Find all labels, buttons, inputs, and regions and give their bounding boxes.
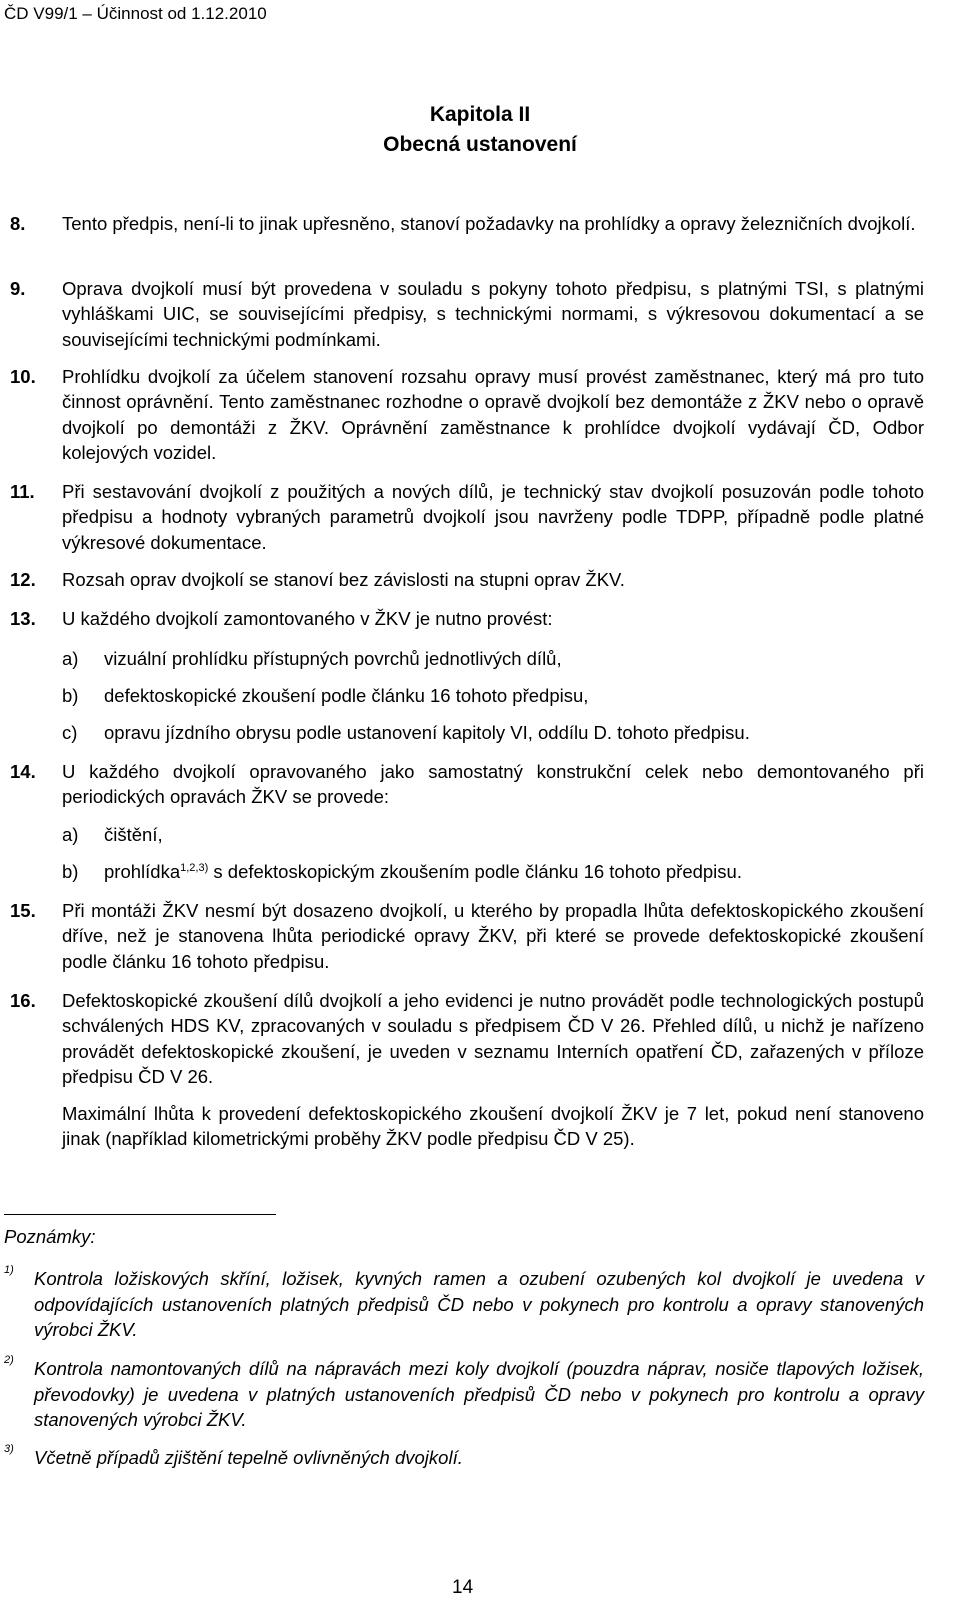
paragraph-16: Defektoskopické zkoušení dílů dvojkolí a jeho evidenci je nutno provádět podle technologických postupů schválených HDS KV, zpracovaných v souladu s předpisem ČD V 26. Přehled dílů, u nichž je nařízeno provádět defektoskopické zkoušení, je uveden v seznamu Interních opatření ČD, zařazených v příloze předpisu ČD V 26.: [62, 990, 924, 1087]
paragraph-14: U každého dvojkolí opravovaného jako samostatný konstrukční celek nebo demontovaného při periodických opravách ŽKV se provede:: [62, 761, 924, 808]
list-item: [104, 859, 742, 884]
list-item: vizuální prohlídku přístupných povrchů jednotlivých dílů,: [104, 648, 562, 669]
paragraph-number: 9.: [10, 278, 26, 299]
paragraph-10: Prohlídku dvojkolí za účelem stanovení rozsahu opravy musí provést zaměstnanec, který má pro tuto činnost oprávnění. Tento zaměstnanec rozhodne o opravě dvojkolí bez demontáže z ŽKV nebo o opravě dvojkolí po demontáži z ŽKV. Oprávnění zaměstnance k prohlídce dvojkolí vydávají ČD, Odbor kolejových vozidel.: [62, 366, 924, 463]
list-item-letter: a): [62, 824, 79, 845]
footnote-reference: 1,2,3): [180, 861, 209, 874]
footnote-separator: [4, 1214, 276, 1215]
paragraph-number: 16.: [10, 990, 36, 1011]
paragraph-15: Při montáži ŽKV nesmí být dosazeno dvojkolí, u kterého by propadla lhůta defektoskopického zkoušení dříve, než je stanovena lhůta periodické opravy ŽKV, při které se provede defektoskopické zkoušení podle článku 16 tohoto předpisu.: [62, 900, 924, 972]
footnote-3: Včetně případů zjištění tepelně ovlivněných dvojkolí.: [34, 1447, 463, 1468]
footnote-2: Kontrola namontovaných dílů na nápravách mezi koly dvojkolí (pouzdra náprav, nosiče tlapových ložisek, převodovky) je uvedena v platných ustanoveních předpisů ČD nebo v pokynech pro kontrolu a opravy stanovených výrobci ŽKV.: [34, 1358, 924, 1430]
document-header: ČD V99/1 – Účinnost od 1.12.2010: [4, 4, 267, 23]
list-item-text: s defektoskopickým zkoušením podle článku 16 tohoto předpisu.: [208, 861, 742, 882]
list-item-letter: c): [62, 722, 78, 743]
list-item-letter: a): [62, 648, 79, 669]
chapter-title: Kapitola II: [429, 103, 531, 126]
list-item: opravu jízdního obrysu podle ustanovení kapitoly VI, oddílu D. tohoto předpisu.: [104, 722, 750, 743]
chapter-subtitle: Obecná ustanovení: [383, 133, 577, 156]
footnote-mark: 1): [4, 1264, 14, 1276]
list-item: defektoskopické zkoušení podle článku 16 tohoto předpisu,: [104, 685, 589, 706]
paragraph-number: 10.: [10, 366, 36, 387]
list-item-letter: b): [62, 861, 79, 882]
paragraph-number: 11.: [10, 481, 35, 502]
page-number: 14: [452, 1577, 474, 1598]
notes-title: Poznámky:: [4, 1226, 96, 1247]
paragraph-number: 12.: [10, 569, 36, 590]
paragraph-number: 15.: [10, 900, 36, 921]
footnote-mark: 3): [4, 1443, 14, 1455]
list-item: čištění,: [104, 824, 163, 845]
paragraph-8: Tento předpis, není-li to jinak upřesněno, stanoví požadavky na prohlídky a opravy železničních dvojkolí.: [62, 213, 916, 234]
footnote-mark: 2): [4, 1354, 14, 1366]
list-item-text: prohlídka: [104, 861, 181, 882]
paragraph-9: Oprava dvojkolí musí být provedena v souladu s pokyny tohoto předpisu, s platnými TSI, s platnými vyhláškami UIC, se souvisejícími předpisy, s technickými normami, s výkresovou dokumentací a se souvisejícími technickými podmínkami.: [62, 278, 924, 350]
paragraph-12: Rozsah oprav dvojkolí se stanoví bez závislosti na stupni oprav ŽKV.: [62, 569, 625, 590]
list-item-letter: b): [62, 685, 79, 706]
paragraph-number: 13.: [10, 608, 36, 629]
paragraph-13: U každého dvojkolí zamontovaného v ŽKV je nutno provést:: [62, 608, 553, 629]
paragraph-11: Při sestavování dvojkolí z použitých a nových dílů, je technický stav dvojkolí posuzován podle tohoto předpisu a hodnoty vybraných parametrů dvojkolí jsou navrženy podle TDPP, případně podle platné výkresové dokumentace.: [62, 481, 924, 553]
paragraph-16-continued: Maximální lhůta k provedení defektoskopického zkoušení dvojkolí ŽKV je 7 let, pokud není stanoveno jinak (například kilometrickými proběhy ŽKV podle předpisu ČD V 25).: [62, 1103, 924, 1150]
paragraph-number: 14.: [10, 761, 36, 782]
paragraph-number: 8.: [10, 213, 26, 234]
footnote-1: Kontrola ložiskových skříní, ložisek, kyvných ramen a ozubení ozubených kol dvojkolí je uvedena v odpovídajících ustanoveních platných předpisů ČD nebo v pokynech pro kontrolu a opravy stanovených výrobci ŽKV.: [34, 1268, 924, 1340]
